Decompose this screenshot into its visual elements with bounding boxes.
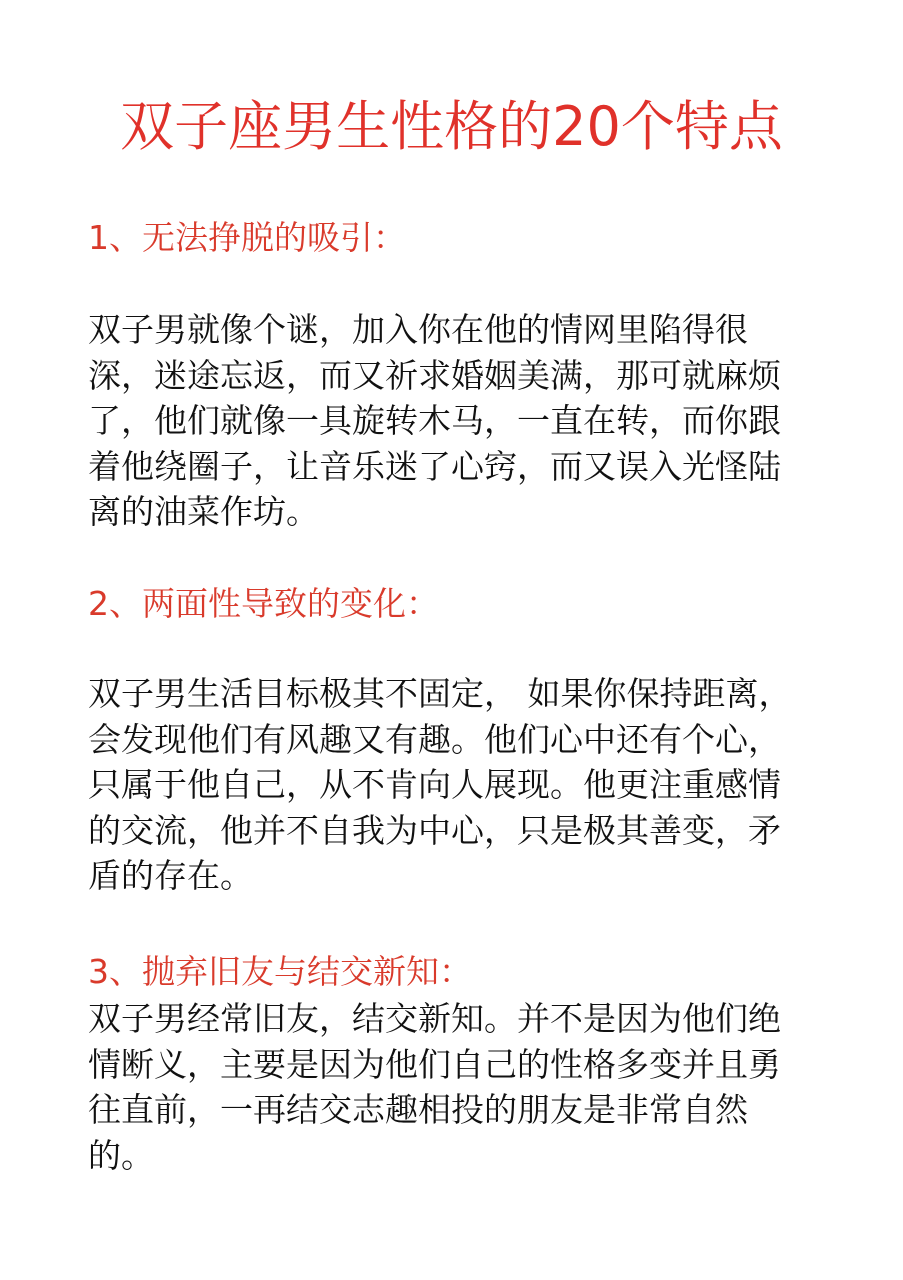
text-line: 盾的存在。 <box>88 856 253 895</box>
text-line: 的。 <box>88 1135 154 1175</box>
text-line: 了，他们就像一具旋转木马，一直在转，而你跟 <box>88 401 781 440</box>
section-1-heading: 1、无法挣脱的吸引： <box>88 218 406 257</box>
text-line: 的交流，他并不自我为中心，只是极其善变，矛 <box>88 810 781 850</box>
text-line: 双子男经常旧友，结交新知。并不是因为他们绝 <box>88 999 781 1038</box>
text-line: 着他绕圈子，让音乐迷了心窍，而又误入光怪陆 <box>88 446 781 486</box>
text-line: 会发现他们有风趣又有趣。他们心中还有个心， <box>88 719 781 759</box>
section-2-body <box>88 671 808 899</box>
text-line: 往直前，一再结交志趣相投的朋友是非常自然 <box>88 1090 748 1129</box>
text-line: 深，迷途忘返，而又祈求婚姻美满，那可就麻烦 <box>88 355 781 395</box>
text-line: 双子男生活目标极其不固定， 如果你保持距离， <box>88 674 792 713</box>
page-title: 双子座男生性格的20个特点 <box>120 95 783 158</box>
section-2-heading: 2、两面性导致的变化： <box>88 584 439 623</box>
text-line: 离的油菜作坊。 <box>88 492 319 531</box>
text-line: 情断义，主要是因为他们自己的性格多变并且勇 <box>88 1044 781 1084</box>
text-line: 双子男就像个谜，加入你在他的情网里陷得很 <box>88 310 748 349</box>
section-3-heading: 3、抛弃旧友与结交新知： <box>88 952 472 991</box>
section-1-body <box>88 307 808 535</box>
text-line: 只属于他自己，从不肯向人展现。他更注重感情 <box>88 765 781 804</box>
section-3-body <box>88 996 808 1178</box>
